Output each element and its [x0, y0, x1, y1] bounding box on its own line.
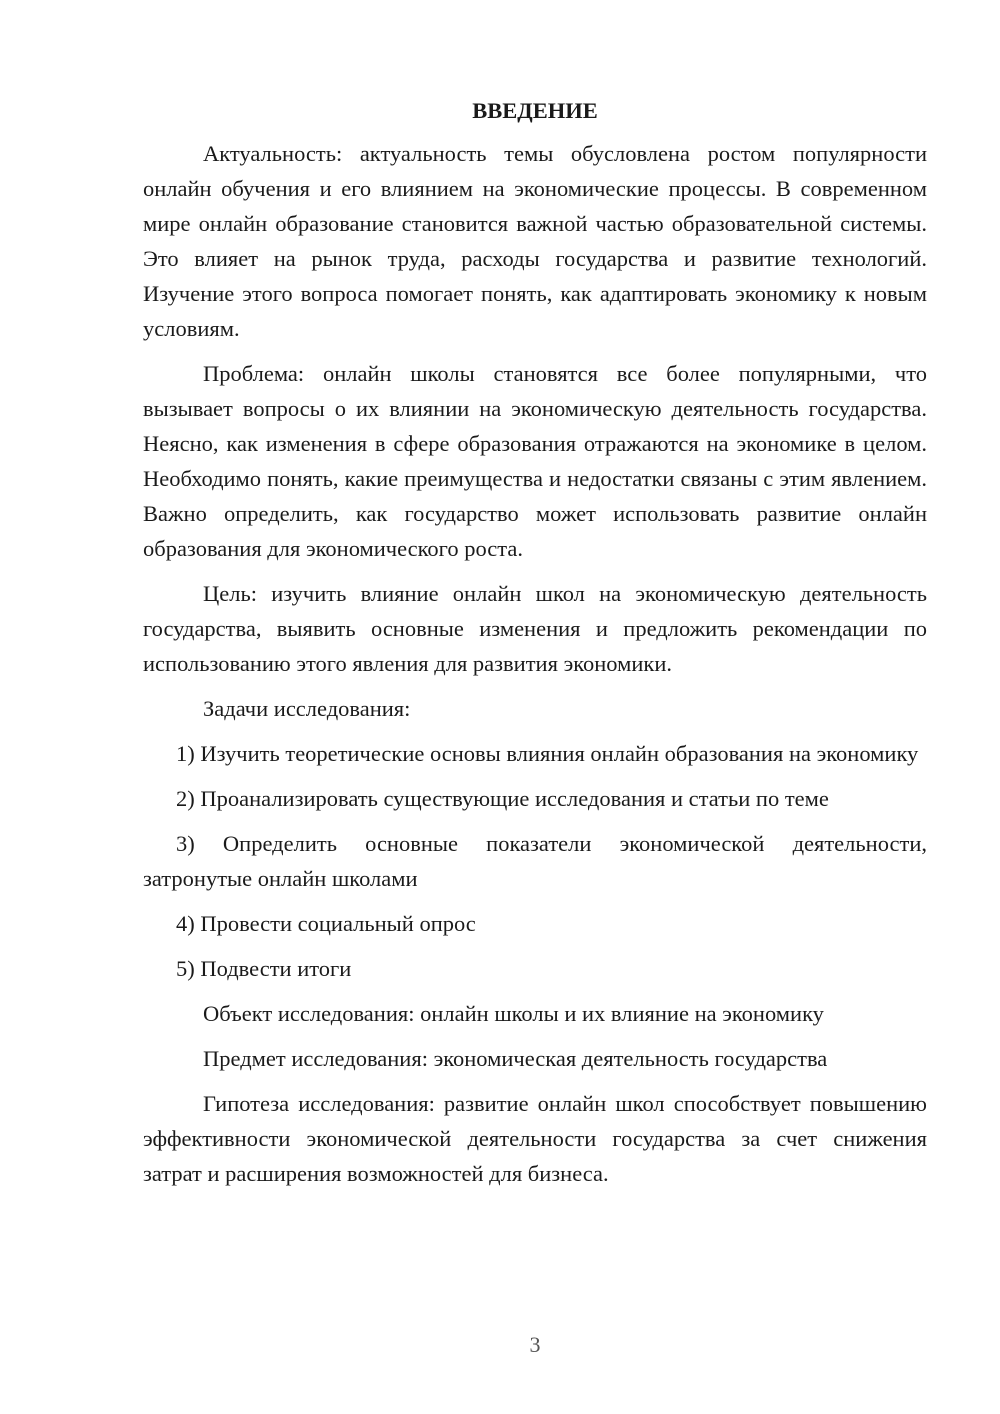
tasks-heading: Задачи исследования: [203, 696, 411, 721]
task-item-3: 3) Определить основные показатели экономической деятельности, затронутые онлайн школами [143, 831, 927, 891]
relevance-paragraph: Актуальность: актуальность темы обусловлена ростом популярности онлайн обучения и его влиянием на экономические процессы. В современном мире онлайн образование становится важной частью образовательной системы. Это влияет на рынок труда, расходы государства и развитие технологий. Изучение этого вопроса помогает понять, как адаптировать экономику к новым условиям. [143, 141, 927, 341]
task-item-4: 4) Провести социальный опрос [176, 911, 476, 936]
page-number: 3 [529, 1332, 541, 1357]
hypothesis-paragraph: Гипотеза исследования: развитие онлайн школ способствует повышению эффективности экономической деятельности государства за счет снижения затрат и расширения возможностей для бизнеса. [143, 1091, 927, 1186]
task-item-1: 1) Изучить теоретические основы влияния онлайн образования на экономику [176, 741, 919, 766]
object-paragraph: Объект исследования: онлайн школы и их влияние на экономику [203, 1001, 824, 1026]
page-title: ВВЕДЕНИЕ [472, 98, 598, 123]
goal-paragraph: Цель: изучить влияние онлайн школ на экономическую деятельность государства, выявить основные изменения и предложить рекомендации по использованию этого явления для развития экономики. [143, 581, 927, 676]
problem-paragraph: Проблема: онлайн школы становятся все более популярными, что вызывает вопросы о их влиянии на экономическую деятельность государства. Неясно, как изменения в сфере образования отражаются на экономике в целом. Необходимо понять, какие преимущества и недостатки связаны с этим явлением. Важно определить, как государство может использовать развитие онлайн образования для экономического роста. [143, 361, 927, 561]
task-item-5: 5) Подвести итоги [176, 956, 352, 981]
subject-paragraph: Предмет исследования: экономическая деятельность государства [203, 1046, 828, 1071]
task-item-2: 2) Проанализировать существующие исследования и статьи по теме [176, 786, 829, 811]
document-page [143, 96, 927, 1201]
